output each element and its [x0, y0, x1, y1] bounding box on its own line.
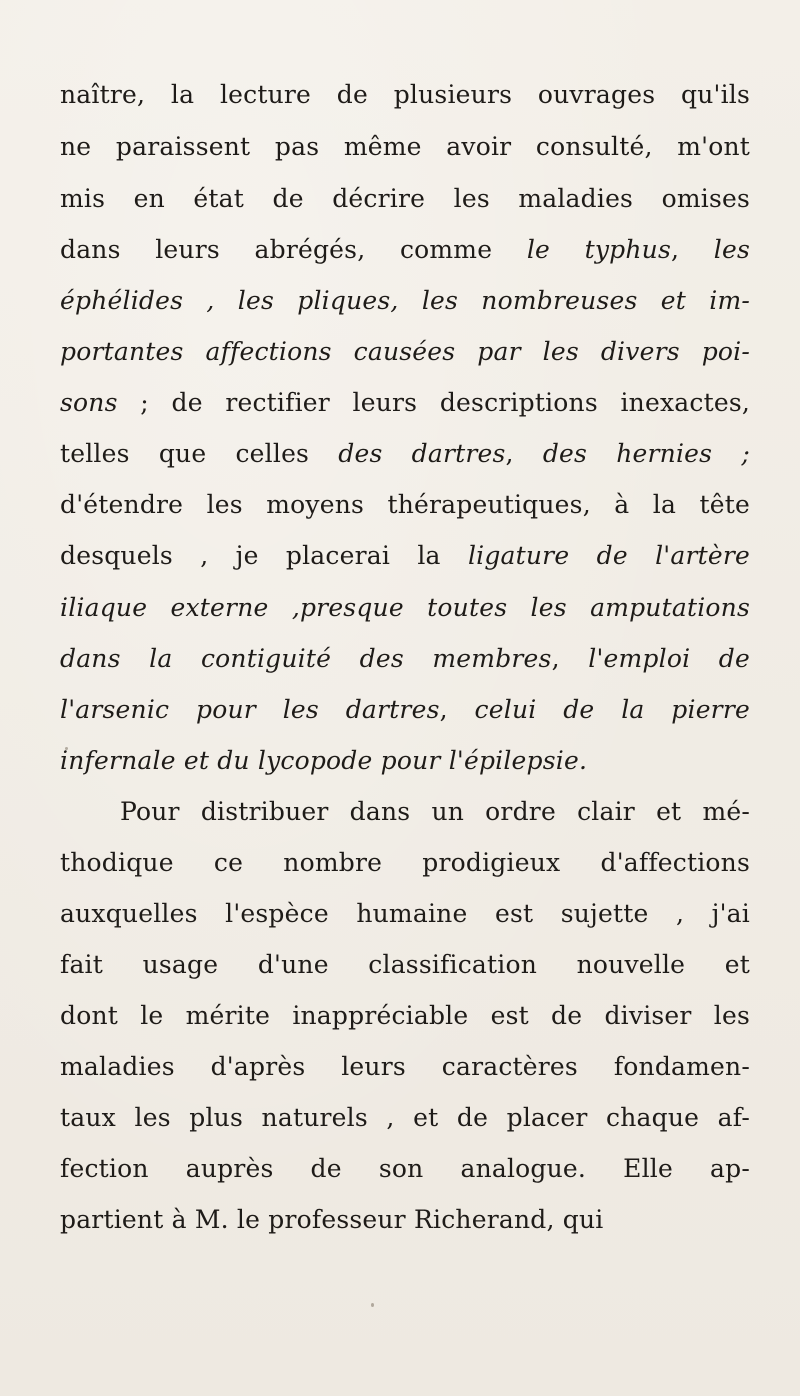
text-line	[60, 531, 750, 581]
roman-text: telles que celles	[60, 439, 339, 468]
italic-text: infernale et du lycopode pour l'épilepsie.	[60, 746, 588, 775]
paper-speck	[65, 747, 68, 750]
italic-text: les	[713, 235, 750, 264]
text-line	[60, 1144, 750, 1194]
roman-text: d'étendre les moyens thérapeutiques, à la tête	[60, 490, 750, 519]
roman-text: partient à M. le professeur Richerand, qui	[60, 1205, 604, 1234]
italic-text: ligature de l'artère	[467, 541, 751, 570]
text-line	[60, 378, 750, 428]
text-line	[60, 1093, 750, 1143]
text-line	[60, 940, 750, 990]
text-line	[60, 1042, 750, 1092]
text-line	[60, 889, 750, 939]
roman-text: desquels , je placerai la	[60, 541, 468, 570]
italic-text: dans la contiguité des membres	[60, 644, 552, 673]
text-line	[60, 991, 750, 1041]
italic-text: iliaque externe ,presque toutes les amputations	[60, 593, 750, 622]
roman-text: fait usage d'une classification nouvelle et	[60, 950, 750, 979]
text-line	[60, 583, 750, 633]
text-line	[60, 1195, 750, 1245]
text-line	[60, 276, 750, 326]
italic-text: le typhus	[526, 235, 672, 264]
roman-text: dans leurs abrégés, comme	[60, 235, 527, 264]
text-line	[60, 634, 750, 684]
text-line	[60, 429, 750, 479]
roman-text: dont le mérite inappréciable est de diviser les	[60, 1001, 750, 1030]
italic-text: éphélides , les pliques, les nombreuses et im-	[60, 286, 750, 315]
roman-text: ,	[505, 439, 543, 468]
text-line	[60, 787, 750, 837]
text-line	[60, 736, 750, 786]
text-line	[60, 70, 750, 120]
paper-speck	[371, 1303, 374, 1307]
italic-text: l'emploi de	[588, 644, 750, 673]
text-line	[60, 480, 750, 530]
roman-text: ,	[671, 235, 714, 264]
text-line	[60, 225, 750, 275]
italic-text: celui de la pierre	[474, 695, 750, 724]
text-line	[60, 327, 750, 377]
roman-text: maladies d'après leurs caractères fondamen-	[60, 1052, 750, 1081]
italic-text: portantes affections causées par les divers poi-	[60, 337, 750, 366]
roman-text: ,	[551, 644, 589, 673]
roman-text: ,	[439, 695, 475, 724]
roman-text: thodique ce nombre prodigieux d'affections	[60, 848, 750, 877]
roman-text: mis en état de décrire les maladies omises	[60, 184, 750, 213]
roman-text: naître, la lecture de plusieurs ouvrages qu'ils	[60, 80, 750, 109]
italic-text: l'arsenic pour les dartres	[60, 695, 440, 724]
italic-text: des dartres	[338, 439, 506, 468]
roman-text: ; de rectifier leurs descriptions inexactes,	[117, 388, 750, 417]
italic-text: des hernies ;	[542, 439, 750, 468]
roman-text: fection auprès de son analogue. Elle ap-	[60, 1154, 750, 1183]
roman-text: Pour distribuer dans un ordre clair et mé-	[120, 797, 750, 826]
text-line	[60, 685, 750, 735]
text-line	[60, 174, 750, 224]
text-line	[60, 122, 750, 172]
roman-text: ne paraissent pas même avoir consulté, m'ont	[60, 132, 750, 161]
italic-text: sons	[60, 388, 118, 417]
roman-text: taux les plus naturels , et de placer chaque af-	[60, 1103, 750, 1132]
roman-text: auxquelles l'espèce humaine est sujette , j'ai	[60, 899, 750, 928]
text-line	[60, 838, 750, 888]
